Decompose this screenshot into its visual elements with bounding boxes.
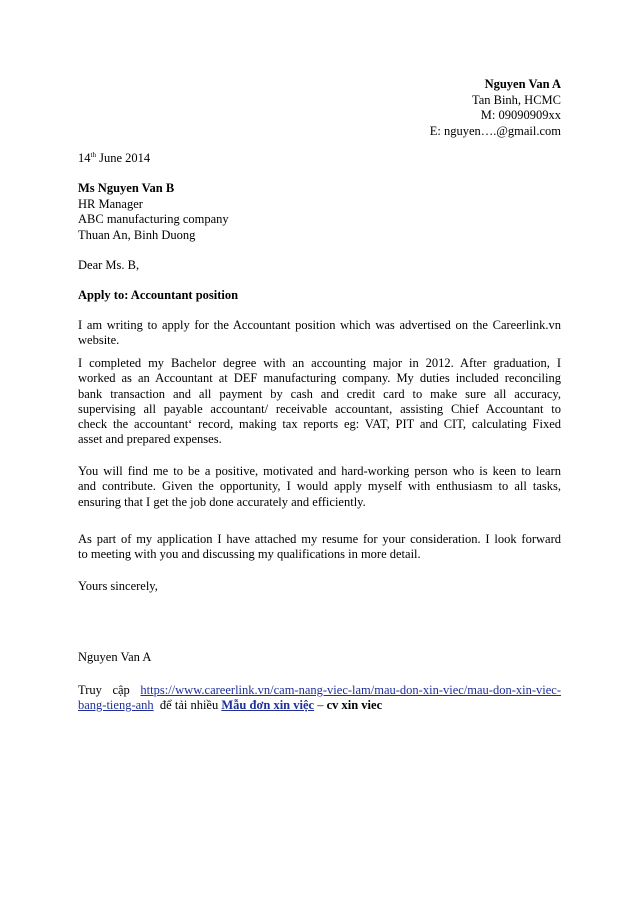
letter-date: [78, 151, 561, 166]
footer-line-1: [78, 683, 561, 698]
footer-line-2: [78, 698, 561, 713]
sender-name: Nguyen Van A: [484, 77, 561, 91]
recipient-name: Ms Nguyen Van B: [78, 181, 175, 195]
footer-dash: –: [314, 698, 327, 713]
date-ordinal: th: [90, 151, 96, 159]
paragraph-line: I am writing to apply for the Accountant position which was advertised on the Careerlink.vn: [78, 318, 561, 332]
paragraph-line: to meeting with you and discussing my qualifications in more detail.: [78, 547, 421, 562]
careerlink-url-link[interactable]: https://www.careerlink.vn/cam-nang-viec-lam/mau-don-xin-viec/mau-don-xin-viec-: [140, 683, 561, 697]
recipient-title: HR Manager: [78, 197, 143, 211]
paragraph-line: and contribute. Given the opportunity, I would apply myself with enthusiasm to all tasks,: [78, 479, 561, 494]
recipient-location: Thuan An, Binh Duong: [78, 228, 196, 242]
footer-middle: để tải nhiều: [153, 698, 222, 713]
sender-address: Tan Binh, HCMC: [471, 93, 561, 107]
paragraph-experience: [78, 356, 561, 448]
footer-note: [78, 683, 561, 714]
mau-don-link[interactable]: Mẫu đơn xin việc: [221, 698, 315, 713]
paragraph-line: supervising all payable accountant/ receivable accountant, assisting Chief Accountant to: [78, 401, 561, 416]
sender-mobile: M: 09090909xx: [480, 108, 561, 122]
paragraph-personality: [78, 464, 561, 510]
paragraph-line: check the accountant‘ record, making tax reports eg: VAT, PIT and CIT, calculating Fixed: [78, 417, 561, 432]
paragraph-line: I completed my Bachelor degree with an accounting major in 2012. After graduation, I: [78, 356, 561, 370]
paragraph-intro: [78, 318, 561, 349]
closing: Yours sincerely,: [78, 579, 158, 593]
footer-cv-text: cv xin viec: [326, 698, 383, 713]
footer-prefix: Truy cập: [78, 683, 141, 697]
sender-email: E: nguyen….@gmail.com: [429, 124, 561, 138]
recipient-company: ABC manufacturing company: [78, 212, 229, 226]
paragraph-line: As part of my application I have attached my resume for your consideration. I look forward: [78, 532, 561, 546]
careerlink-url-link-cont[interactable]: bang-tieng-anh: [78, 698, 154, 713]
date-rest: June 2014: [95, 151, 151, 165]
paragraph-line: bank transaction and all payment by cash and credit card to make sure all accuracy,: [78, 386, 561, 401]
paragraph-line: ensuring that I get the job done accurately and efficiently.: [78, 494, 366, 509]
paragraph-line: worked as an Accountant at DEF manufacturing company. My duties included reconciling: [78, 371, 561, 386]
paragraph-closing: [78, 532, 561, 563]
date-day: 14: [78, 151, 91, 165]
salutation: Dear Ms. B,: [78, 258, 140, 272]
subject-line: Apply to: Accountant position: [78, 288, 239, 302]
paragraph-line: asset and prepared expenses.: [78, 432, 222, 447]
signature-name: Nguyen Van A: [78, 650, 152, 664]
paragraph-line: You will find me to be a positive, motivated and hard-working person who is keen to learn: [78, 464, 561, 478]
paragraph-line: website.: [78, 333, 120, 348]
